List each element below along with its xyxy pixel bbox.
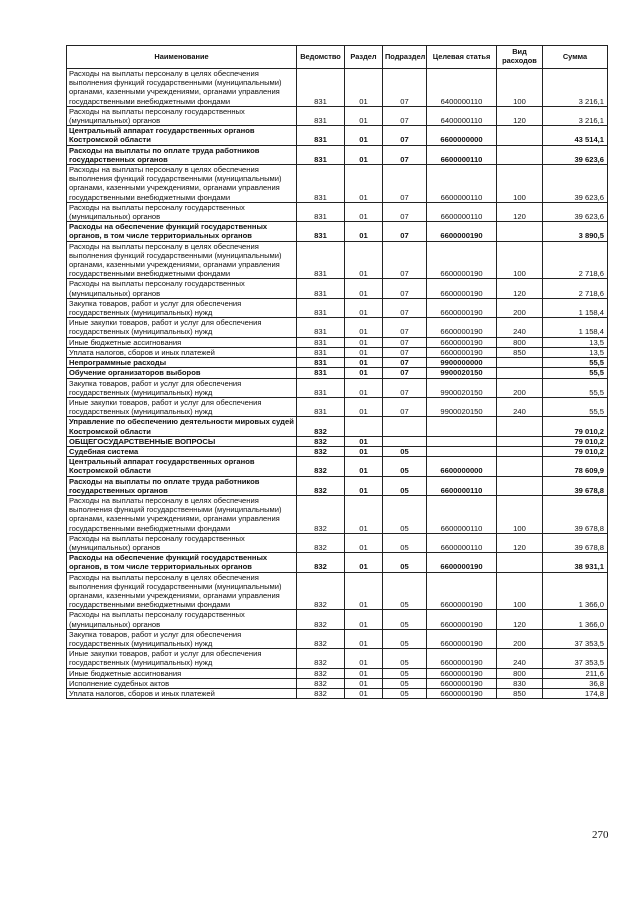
cell-sum: 37 353,5 [543,629,608,648]
cell-expense-type: 830 [497,678,543,688]
cell-razdel: 01 [345,476,383,495]
cell-vedomstvo: 831 [297,69,345,107]
cell-target-article: 6600000190 [427,318,497,337]
cell-expense-type: 850 [497,347,543,357]
cell-razdel: 01 [345,378,383,397]
cell-target-article: 6600000190 [427,337,497,347]
cell-target-article: 6600000190 [427,610,497,629]
cell-expense-type [497,368,543,378]
cell-name: Расходы на выплаты по оплате труда работников государственных органов [67,476,297,495]
cell-podrazdel: 05 [383,649,427,668]
cell-razdel: 01 [345,241,383,279]
cell-podrazdel: 07 [383,378,427,397]
cell-target-article: 6600000190 [427,678,497,688]
cell-vedomstvo: 832 [297,476,345,495]
table-row [67,397,608,416]
cell-expense-type: 120 [497,202,543,221]
cell-sum: 3 890,5 [543,222,608,241]
table-row [67,145,608,164]
cell-name: Иные закупки товаров, работ и услуг для обеспечения государственных (муниципальных) нужд [67,397,297,416]
cell-podrazdel: 05 [383,457,427,476]
cell-podrazdel: 07 [383,241,427,279]
table-row [67,689,608,699]
cell-name: Расходы на выплаты персоналу государственных (муниципальных) органов [67,533,297,552]
cell-vedomstvo: 831 [297,378,345,397]
cell-podrazdel: 05 [383,678,427,688]
cell-razdel: 01 [345,689,383,699]
table-row [67,202,608,221]
cell-target-article: 6600000190 [427,572,497,610]
cell-razdel: 01 [345,298,383,317]
cell-vedomstvo: 831 [297,202,345,221]
cell-vedomstvo: 831 [297,337,345,347]
cell-name: Закупка товаров, работ и услуг для обеспечения государственных (муниципальных) нужд [67,629,297,648]
cell-vedomstvo: 832 [297,629,345,648]
cell-sum: 39 678,8 [543,533,608,552]
table-row [67,378,608,397]
cell-name: Уплата налогов, сборов и иных платежей [67,689,297,699]
cell-sum: 2 718,6 [543,279,608,298]
cell-podrazdel: 07 [383,145,427,164]
cell-expense-type: 850 [497,689,543,699]
cell-sum: 39 623,6 [543,202,608,221]
cell-expense-type [497,457,543,476]
cell-vedomstvo: 831 [297,279,345,298]
cell-razdel: 01 [345,69,383,107]
cell-razdel: 01 [345,610,383,629]
cell-name: Обучение организаторов выборов [67,368,297,378]
cell-name: Иные бюджетные ассигнования [67,668,297,678]
table-row [67,446,608,456]
table-row [67,358,608,368]
table-row [67,476,608,495]
cell-razdel [345,417,383,436]
table-row [67,222,608,241]
cell-sum: 39 678,8 [543,476,608,495]
cell-razdel: 01 [345,495,383,533]
cell-razdel: 01 [345,678,383,688]
cell-podrazdel: 05 [383,446,427,456]
cell-podrazdel: 07 [383,279,427,298]
cell-razdel: 01 [345,436,383,446]
cell-sum: 13,5 [543,347,608,357]
cell-vedomstvo: 831 [297,222,345,241]
cell-razdel: 01 [345,106,383,125]
cell-sum: 55,5 [543,358,608,368]
cell-name: Расходы на выплаты персоналу в целях обеспечения выполнения функций государственными (муниципальными) органами, казенными учреждениями, органами управления государственными внебюджетными фондами [67,495,297,533]
cell-name: Иные бюджетные ассигнования [67,337,297,347]
cell-target-article: 6600000110 [427,145,497,164]
cell-razdel: 01 [345,337,383,347]
cell-vedomstvo: 832 [297,417,345,436]
table-row [67,347,608,357]
cell-target-article [427,417,497,436]
cell-razdel: 01 [345,668,383,678]
table-row [67,495,608,533]
cell-name: Закупка товаров, работ и услуг для обеспечения государственных (муниципальных) нужд [67,378,297,397]
table-row [67,298,608,317]
cell-razdel: 01 [345,649,383,668]
header-razdel: Раздел [345,46,383,69]
cell-podrazdel: 07 [383,106,427,125]
cell-expense-type [497,476,543,495]
table-row [67,318,608,337]
cell-podrazdel: 07 [383,397,427,416]
cell-name: Расходы на выплаты персоналу в целях обеспечения выполнения функций государственными (муниципальными) органами, казенными учреждениями, органами управления государственными внебюджетными фондами [67,572,297,610]
cell-name: Расходы на выплаты персоналу в целях обеспечения выполнения функций государственными (муниципальными) органами, казенными учреждениями, органами управления государственными внебюджетными фондами [67,165,297,203]
cell-expense-type [497,222,543,241]
table-row [67,126,608,145]
cell-expense-type: 240 [497,318,543,337]
cell-sum: 55,5 [543,378,608,397]
cell-podrazdel: 07 [383,347,427,357]
table-row [67,553,608,572]
cell-name: Центральный аппарат государственных органов Костромской области [67,126,297,145]
cell-vedomstvo: 832 [297,436,345,446]
cell-expense-type: 120 [497,106,543,125]
cell-expense-type: 200 [497,378,543,397]
cell-vedomstvo: 832 [297,533,345,552]
cell-expense-type: 100 [497,572,543,610]
cell-razdel: 01 [345,318,383,337]
cell-expense-type: 100 [497,69,543,107]
cell-name: Расходы на выплаты персоналу государственных (муниципальных) органов [67,106,297,125]
cell-name: Иные закупки товаров, работ и услуг для обеспечения государственных (муниципальных) нужд [67,649,297,668]
page-number: 270 [592,829,609,841]
cell-podrazdel: 05 [383,495,427,533]
table-row [67,610,608,629]
table-row [67,279,608,298]
cell-expense-type: 100 [497,165,543,203]
cell-sum: 1 158,4 [543,298,608,317]
cell-expense-type: 200 [497,298,543,317]
cell-razdel: 01 [345,279,383,298]
cell-expense-type: 800 [497,337,543,347]
cell-target-article: 6600000110 [427,165,497,203]
table-row [67,436,608,446]
cell-name: Расходы на выплаты персоналу государственных (муниципальных) органов [67,610,297,629]
cell-podrazdel: 05 [383,629,427,648]
cell-name: Судебная система [67,446,297,456]
header-name: Наименование [67,46,297,69]
cell-razdel: 01 [345,165,383,203]
cell-name: Исполнение судебных актов [67,678,297,688]
cell-razdel: 01 [345,457,383,476]
cell-podrazdel: 07 [383,358,427,368]
cell-sum: 43 514,1 [543,126,608,145]
cell-target-article: 6600000110 [427,476,497,495]
table-row [67,241,608,279]
cell-vedomstvo: 832 [297,572,345,610]
cell-expense-type: 100 [497,495,543,533]
cell-sum: 79 010,2 [543,446,608,456]
table-row [67,165,608,203]
table-row [67,678,608,688]
cell-sum: 39 678,8 [543,495,608,533]
cell-razdel: 01 [345,202,383,221]
cell-podrazdel: 07 [383,318,427,337]
cell-vedomstvo: 831 [297,165,345,203]
cell-razdel: 01 [345,572,383,610]
cell-expense-type: 120 [497,533,543,552]
cell-target-article: 9900020150 [427,378,497,397]
cell-vedomstvo: 832 [297,649,345,668]
cell-name: Непрограммные расходы [67,358,297,368]
cell-vedomstvo: 831 [297,241,345,279]
cell-razdel: 01 [345,553,383,572]
cell-name: ОБЩЕГОСУДАРСТВЕННЫЕ ВОПРОСЫ [67,436,297,446]
cell-podrazdel: 07 [383,337,427,347]
cell-vedomstvo: 832 [297,495,345,533]
cell-name: Расходы на выплаты персоналу в целях обеспечения выполнения функций государственными (муниципальными) органами, казенными учреждениями, органами управления государственными внебюджетными фондами [67,241,297,279]
cell-name: Центральный аппарат государственных органов Костромской области [67,457,297,476]
cell-target-article: 6600000190 [427,222,497,241]
cell-expense-type [497,358,543,368]
cell-podrazdel: 05 [383,668,427,678]
cell-target-article: 6600000190 [427,347,497,357]
table-row [67,368,608,378]
cell-target-article: 6600000000 [427,126,497,145]
cell-razdel: 01 [345,397,383,416]
cell-podrazdel [383,417,427,436]
cell-target-article: 6600000190 [427,298,497,317]
cell-sum: 3 216,1 [543,69,608,107]
table-row [67,417,608,436]
cell-target-article: 6600000190 [427,668,497,678]
cell-vedomstvo: 832 [297,689,345,699]
cell-razdel: 01 [345,358,383,368]
table-row [67,649,608,668]
cell-podrazdel: 07 [383,298,427,317]
cell-name: Иные закупки товаров, работ и услуг для обеспечения государственных (муниципальных) нужд [67,318,297,337]
cell-vedomstvo: 832 [297,610,345,629]
cell-vedomstvo: 831 [297,298,345,317]
cell-sum: 1 366,0 [543,610,608,629]
cell-vedomstvo: 832 [297,553,345,572]
cell-podrazdel: 05 [383,533,427,552]
cell-vedomstvo: 831 [297,397,345,416]
cell-target-article: 9900020150 [427,368,497,378]
cell-target-article: 6600000190 [427,279,497,298]
cell-name: Расходы на выплаты персоналу государственных (муниципальных) органов [67,202,297,221]
cell-target-article [427,446,497,456]
header-vedomstvo: Ведомство [297,46,345,69]
cell-sum: 1 366,0 [543,572,608,610]
cell-expense-type [497,126,543,145]
table-row [67,457,608,476]
cell-expense-type [497,436,543,446]
cell-sum: 13,5 [543,337,608,347]
cell-name: Уплата налогов, сборов и иных платежей [67,347,297,357]
cell-expense-type: 120 [497,279,543,298]
cell-vedomstvo: 831 [297,318,345,337]
cell-target-article: 6600000190 [427,629,497,648]
cell-podrazdel: 05 [383,553,427,572]
header-podrazdel: Подраздел [383,46,427,69]
cell-vedomstvo: 832 [297,678,345,688]
cell-sum: 1 158,4 [543,318,608,337]
cell-vedomstvo: 831 [297,358,345,368]
table-row [67,629,608,648]
cell-razdel: 01 [345,222,383,241]
cell-sum: 38 931,1 [543,553,608,572]
cell-expense-type [497,553,543,572]
table-row [67,69,608,107]
cell-sum: 39 623,6 [543,165,608,203]
cell-vedomstvo: 831 [297,368,345,378]
table-row [67,572,608,610]
cell-target-article: 6600000190 [427,553,497,572]
cell-expense-type [497,417,543,436]
cell-expense-type [497,446,543,456]
cell-target-article: 6600000000 [427,457,497,476]
table-header-row [67,46,608,69]
cell-podrazdel: 05 [383,572,427,610]
cell-target-article: 6600000110 [427,495,497,533]
cell-target-article: 9900000000 [427,358,497,368]
cell-podrazdel: 07 [383,222,427,241]
cell-podrazdel: 07 [383,165,427,203]
table-row [67,337,608,347]
cell-target-article: 6600000110 [427,533,497,552]
cell-razdel: 01 [345,145,383,164]
cell-target-article: 6600000190 [427,241,497,279]
table-row [67,106,608,125]
cell-sum: 211,6 [543,668,608,678]
cell-sum: 55,5 [543,368,608,378]
cell-name: Расходы на выплаты персоналу в целях обеспечения выполнения функций государственными (муниципальными) органами, казенными учреждениями, органами управления государственными внебюджетными фондами [67,69,297,107]
cell-target-article: 6400000110 [427,69,497,107]
header-target-article: Целевая статья [427,46,497,69]
cell-sum: 174,8 [543,689,608,699]
cell-vedomstvo: 831 [297,126,345,145]
cell-sum: 3 216,1 [543,106,608,125]
cell-vedomstvo: 831 [297,106,345,125]
cell-sum: 2 718,6 [543,241,608,279]
cell-razdel: 01 [345,347,383,357]
cell-target-article: 6600000190 [427,649,497,668]
cell-razdel: 01 [345,629,383,648]
cell-expense-type: 120 [497,610,543,629]
cell-podrazdel: 05 [383,610,427,629]
cell-razdel: 01 [345,533,383,552]
cell-razdel: 01 [345,446,383,456]
cell-expense-type: 200 [497,629,543,648]
cell-name: Расходы на выплаты по оплате труда работников государственных органов [67,145,297,164]
cell-expense-type [497,145,543,164]
table-row [67,668,608,678]
cell-podrazdel: 05 [383,689,427,699]
cell-expense-type: 800 [497,668,543,678]
cell-sum: 78 609,9 [543,457,608,476]
cell-razdel: 01 [345,126,383,145]
cell-vedomstvo: 832 [297,668,345,678]
cell-expense-type: 100 [497,241,543,279]
cell-vedomstvo: 831 [297,347,345,357]
cell-podrazdel: 05 [383,476,427,495]
table-row [67,533,608,552]
cell-sum: 36,8 [543,678,608,688]
cell-name: Расходы на обеспечение функций государственных органов, в том числе территориальных органов [67,222,297,241]
budget-table [66,45,608,699]
cell-sum: 55,5 [543,397,608,416]
cell-target-article: 6600000190 [427,689,497,699]
cell-vedomstvo: 832 [297,457,345,476]
cell-target-article [427,436,497,446]
cell-razdel: 01 [345,368,383,378]
cell-expense-type: 240 [497,649,543,668]
cell-name: Расходы на выплаты персоналу государственных (муниципальных) органов [67,279,297,298]
cell-podrazdel: 07 [383,69,427,107]
cell-sum: 79 010,2 [543,417,608,436]
cell-sum: 79 010,2 [543,436,608,446]
cell-podrazdel: 07 [383,368,427,378]
cell-target-article: 6600000110 [427,202,497,221]
cell-target-article: 6400000110 [427,106,497,125]
cell-podrazdel [383,436,427,446]
header-expense-type: Вид расходов [497,46,543,69]
cell-sum: 39 623,6 [543,145,608,164]
cell-podrazdel: 07 [383,126,427,145]
cell-vedomstvo: 831 [297,145,345,164]
cell-name: Управление по обеспечению деятельности мировых судей Костромской области [67,417,297,436]
cell-vedomstvo: 832 [297,446,345,456]
header-sum: Сумма [543,46,608,69]
cell-sum: 37 353,5 [543,649,608,668]
cell-name: Расходы на обеспечение функций государственных органов, в том числе территориальных органов [67,553,297,572]
cell-target-article: 9900020150 [427,397,497,416]
cell-podrazdel: 07 [383,202,427,221]
cell-name: Закупка товаров, работ и услуг для обеспечения государственных (муниципальных) нужд [67,298,297,317]
cell-expense-type: 240 [497,397,543,416]
